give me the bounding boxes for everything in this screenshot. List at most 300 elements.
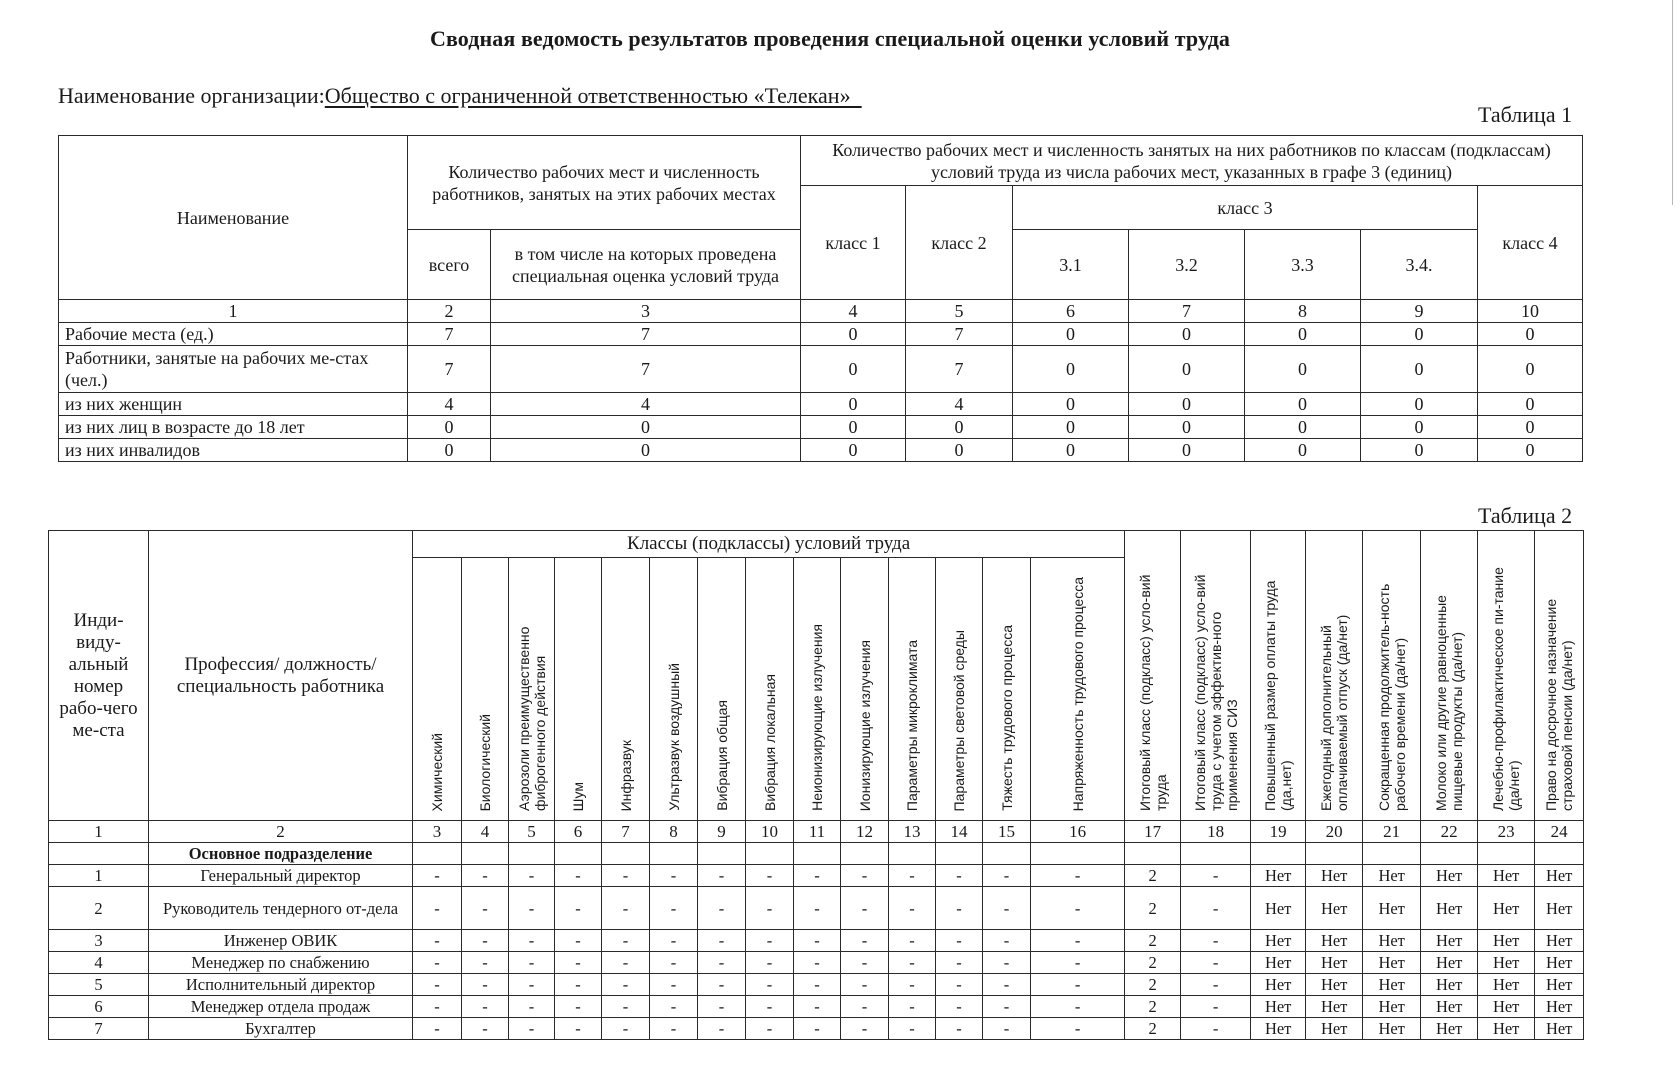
t2-factor-cell: - (650, 952, 698, 974)
t2-colnum: 2 (149, 821, 413, 843)
t2-factor-cell: - (462, 974, 509, 996)
t2-factor-cell: - (1031, 930, 1125, 952)
t2-colnum: 5 (509, 821, 555, 843)
t2-colnum: 4 (462, 821, 509, 843)
t2-factor-cell: - (509, 865, 555, 887)
t2-profession: Руководитель тендерного от-дела (149, 887, 413, 930)
t2-factor-cell: - (509, 974, 555, 996)
t2-factor-cell: - (841, 1018, 889, 1040)
t2-factor-cell: - (936, 1018, 983, 1040)
t1-cell: 0 (1478, 393, 1583, 416)
t2-guarantee-cell: Нет (1251, 887, 1306, 930)
t2-factor-cell: - (509, 1018, 555, 1040)
t2-header-classes-group: Классы (подклассы) условий труда (413, 531, 1125, 558)
t1-cell: 0 (1478, 416, 1583, 439)
t2-factor-cell: - (1031, 952, 1125, 974)
t2-colnum: 17 (1125, 821, 1181, 843)
t2-factor-cell: - (794, 887, 841, 930)
t2-profession: Исполнительный директор (149, 974, 413, 996)
t2-empty-cell (1363, 843, 1421, 865)
t2-factor-cell: - (650, 865, 698, 887)
t2-guarantee-cell: Нет (1251, 996, 1306, 1018)
t2-factor-cell: - (936, 996, 983, 1018)
t1-column-numbers-row (59, 300, 1583, 323)
t1-cell: 0 (1129, 416, 1245, 439)
t2-final-class: 2 (1125, 865, 1181, 887)
t2-colnum: 3 (413, 821, 462, 843)
t1-header-classes-group: Количество рабочих мест и численность занятых на них работников по классам (подклассам) условий труда из числа рабочих мест, указанных в графе 3 (единиц) (801, 136, 1583, 186)
t2-empty-cell (1306, 843, 1363, 865)
t2-factor-cell: - (602, 996, 650, 1018)
t2-empty-cell (698, 843, 746, 865)
t2-factor-cell: - (841, 952, 889, 974)
t2-factor-cell: - (936, 887, 983, 930)
t2-colnum: 8 (650, 821, 698, 843)
t2-empty-cell (1478, 843, 1535, 865)
t2-guarantee-cell: Нет (1421, 996, 1478, 1018)
t2-guarantee-cell: Нет (1478, 996, 1535, 1018)
t2-guarantee-cell: Нет (1421, 865, 1478, 887)
t1-cell: 0 (1013, 439, 1129, 462)
t1-cell: 0 (801, 323, 906, 346)
t2-header-factor-ultrasound: Ультразвук воздушный (650, 558, 698, 821)
t2-factor-cell: - (555, 1018, 602, 1040)
t1-cell: 0 (801, 346, 906, 393)
t2-guarantee-cell: Нет (1535, 930, 1584, 952)
t1-cell: 0 (1245, 346, 1361, 393)
t2-empty-cell (746, 843, 794, 865)
t2-factor-cell: - (698, 930, 746, 952)
t2-final-class-siz: - (1181, 865, 1251, 887)
t2-factor-cell: - (794, 1018, 841, 1040)
t2-final-class-siz: - (1181, 887, 1251, 930)
t2-colnum: 10 (746, 821, 794, 843)
t1-header-class3-4: 3.4. (1361, 230, 1478, 300)
t2-factor-cell: - (889, 1018, 936, 1040)
organization-label: Наименование организации: (58, 83, 325, 108)
t2-factor-cell: - (650, 930, 698, 952)
t2-factor-cell: - (1031, 974, 1125, 996)
t2-factor-cell: - (936, 865, 983, 887)
t2-guarantee-cell: Нет (1251, 952, 1306, 974)
t2-guarantee-cell: Нет (1421, 952, 1478, 974)
t2-profession: Менеджер по снабжению (149, 952, 413, 974)
t1-cell: 0 (408, 416, 491, 439)
t2-empty-cell (1535, 843, 1584, 865)
t2-factor-cell: - (602, 887, 650, 930)
t2-header-factor-noise: Шум (555, 558, 602, 821)
t2-colnum: 16 (1031, 821, 1125, 843)
t2-final-class-siz: - (1181, 974, 1251, 996)
t2-guarantee-cell: Нет (1421, 930, 1478, 952)
t2-guarantee-cell: Нет (1421, 974, 1478, 996)
t2-colnum: 6 (555, 821, 602, 843)
t2-factor-cell: - (1031, 887, 1125, 930)
t2-empty-cell (1125, 843, 1181, 865)
t2-factor-cell: - (413, 952, 462, 974)
t2-factor-cell: - (983, 974, 1031, 996)
t2-header-final-class: Итоговый класс (подкласс) усло-вий труда (1125, 531, 1181, 821)
t2-factor-cell: - (841, 887, 889, 930)
t1-cell: 0 (1478, 346, 1583, 393)
table-row (49, 952, 1584, 974)
t1-colnum: 5 (906, 300, 1013, 323)
t2-guarantee-cell: Нет (1535, 996, 1584, 1018)
t2-colnum: 13 (889, 821, 936, 843)
t2-colnum: 12 (841, 821, 889, 843)
t2-factor-cell: - (698, 1018, 746, 1040)
t2-workplace-number: 5 (49, 974, 149, 996)
t2-factor-cell: - (555, 887, 602, 930)
t1-cell: 0 (1361, 416, 1478, 439)
t2-factor-cell: - (698, 887, 746, 930)
t2-final-class: 2 (1125, 930, 1181, 952)
t2-factor-cell: - (650, 887, 698, 930)
t2-header-workplace-number: Инди-виду-альный номер рабо-чего ме-ста (49, 531, 149, 821)
t2-factor-cell: - (983, 952, 1031, 974)
t1-cell: 0 (1129, 346, 1245, 393)
t2-empty-cell (889, 843, 936, 865)
t1-header-class3-3: 3.3 (1245, 230, 1361, 300)
t1-colnum: 10 (1478, 300, 1583, 323)
t2-factor-cell: - (889, 952, 936, 974)
t2-guarantee-cell: Нет (1363, 865, 1421, 887)
t2-empty-cell (555, 843, 602, 865)
t2-header-final-class-siz: Итоговый класс (подкласс) усло-вий труда с учетом эффектив-ного применения СИЗ (1181, 531, 1251, 821)
t2-factor-cell: - (698, 974, 746, 996)
t2-guarantee-cell: Нет (1478, 887, 1535, 930)
t2-guarantee-cell: Нет (1478, 930, 1535, 952)
t2-final-class: 2 (1125, 952, 1181, 974)
t1-row-label: из них женщин (59, 393, 408, 416)
t2-factor-cell: - (1031, 1018, 1125, 1040)
t2-workplace-number: 4 (49, 952, 149, 974)
t2-header-additional-leave: Ежегодный дополнительный оплачиваемый отпуск (да/нет) (1306, 531, 1363, 821)
t2-factor-cell: - (602, 930, 650, 952)
t1-cell: 0 (491, 416, 801, 439)
t1-cell: 4 (491, 393, 801, 416)
t2-header-factor-general-vibration: Вибрация общая (698, 558, 746, 821)
t2-factor-cell: - (841, 930, 889, 952)
t1-colnum: 7 (1129, 300, 1245, 323)
t2-header-early-pension: Право на досрочное назначение страховой пенсии (да/нет) (1535, 531, 1584, 821)
t2-colnum: 20 (1306, 821, 1363, 843)
t2-workplace-number: 3 (49, 930, 149, 952)
t1-cell: 0 (906, 439, 1013, 462)
t2-factor-cell: - (698, 865, 746, 887)
t2-header-therapeutic-food: Лечебно-профилактическое пи-тание (да/нет) (1478, 531, 1535, 821)
t2-guarantee-cell: Нет (1478, 865, 1535, 887)
t1-header-class1: класс 1 (801, 186, 906, 300)
t1-header-name: Наименование (59, 136, 408, 300)
t2-factor-cell: - (509, 996, 555, 1018)
t2-factor-cell: - (555, 865, 602, 887)
t1-cell: 0 (1129, 439, 1245, 462)
t2-empty-cell (983, 843, 1031, 865)
t2-header-factor-lighting: Параметры световой среды (936, 558, 983, 821)
t2-factor-cell: - (650, 996, 698, 1018)
t2-factor-cell: - (936, 974, 983, 996)
t2-colnum: 1 (49, 821, 149, 843)
t2-factor-cell: - (936, 952, 983, 974)
t1-cell: 0 (491, 439, 801, 462)
table2-caption: Таблица 2 (1478, 503, 1573, 528)
t2-factor-cell: - (1031, 865, 1125, 887)
t2-colnum: 9 (698, 821, 746, 843)
t2-factor-cell: - (602, 974, 650, 996)
t2-header-factor-biological: Биологический (462, 558, 509, 821)
t2-factor-cell: - (746, 865, 794, 887)
table-row (49, 996, 1584, 1018)
t2-profession: Инженер ОВИК (149, 930, 413, 952)
t1-cell: 4 (408, 393, 491, 416)
t1-row-label: из них лиц в возрасте до 18 лет (59, 416, 408, 439)
t2-factor-cell: - (509, 930, 555, 952)
t2-guarantee-cell: Нет (1306, 1018, 1363, 1040)
t2-factor-cell: - (746, 887, 794, 930)
t2-factor-cell: - (413, 887, 462, 930)
t2-guarantee-cell: Нет (1535, 952, 1584, 974)
t2-header-factor-non-ionizing: Неионизирующие излучения (794, 558, 841, 821)
t1-cell: 0 (1245, 439, 1361, 462)
t1-header-class3: класс 3 (1013, 186, 1478, 230)
t2-guarantee-cell: Нет (1363, 930, 1421, 952)
t2-final-class: 2 (1125, 974, 1181, 996)
t2-guarantee-cell: Нет (1535, 887, 1584, 930)
t2-factor-cell: - (936, 930, 983, 952)
t1-cell: 0 (1013, 393, 1129, 416)
t2-empty-cell (602, 843, 650, 865)
t2-factor-cell: - (983, 865, 1031, 887)
t1-cell: 0 (801, 439, 906, 462)
t2-final-class-siz: - (1181, 996, 1251, 1018)
t1-row-label: из них инвалидов (59, 439, 408, 462)
t2-empty-cell (1031, 843, 1125, 865)
t2-factor-cell: - (462, 952, 509, 974)
t2-header-factor-aerosols: Аэрозоли преимущественно фиброгенного действия (509, 558, 555, 821)
t2-empty-cell (936, 843, 983, 865)
t2-guarantee-cell: Нет (1363, 887, 1421, 930)
t2-header-factor-microclimate: Параметры микроклимата (889, 558, 936, 821)
t2-empty-cell (1421, 843, 1478, 865)
t1-cell: 0 (1361, 323, 1478, 346)
document-title: Сводная ведомость результатов проведения специальной оценки условий труда (429, 26, 1231, 51)
t2-colnum: 21 (1363, 821, 1421, 843)
table-row (59, 416, 1583, 439)
t1-cell: 0 (1361, 393, 1478, 416)
t2-factor-cell: - (602, 865, 650, 887)
t2-final-class: 2 (1125, 887, 1181, 930)
t2-header-factor-severity: Тяжесть трудового процесса (983, 558, 1031, 821)
t1-cell: 0 (1013, 346, 1129, 393)
t2-header-milk: Молоко или другие равноценные пищевые продукты (да/нет) (1421, 531, 1478, 821)
t2-final-class-siz: - (1181, 930, 1251, 952)
t2-factor-cell: - (509, 887, 555, 930)
t2-factor-cell: - (555, 996, 602, 1018)
t2-section-title: Основное подразделение (149, 843, 413, 865)
t2-factor-cell: - (413, 865, 462, 887)
t2-colnum: 18 (1181, 821, 1251, 843)
t1-header-class2: класс 2 (906, 186, 1013, 300)
t2-profession: Менеджер отдела продаж (149, 996, 413, 1018)
t1-row-label: Рабочие места (ед.) (59, 323, 408, 346)
t1-cell: 0 (1245, 416, 1361, 439)
t2-workplace-number: 2 (49, 887, 149, 930)
t1-cell: 0 (801, 416, 906, 439)
t1-cell: 0 (1129, 393, 1245, 416)
t2-empty-cell (650, 843, 698, 865)
t1-cell: 7 (408, 346, 491, 393)
t2-guarantee-cell: Нет (1306, 930, 1363, 952)
t2-empty-cell (413, 843, 462, 865)
table-row (59, 393, 1583, 416)
t2-guarantee-cell: Нет (1306, 974, 1363, 996)
t2-factor-cell: - (794, 974, 841, 996)
t1-cell: 0 (801, 393, 906, 416)
t2-guarantee-cell: Нет (1421, 1018, 1478, 1040)
t2-header-factor-local-vibration: Вибрация локальная (746, 558, 794, 821)
t2-factor-cell: - (889, 887, 936, 930)
t2-factor-cell: - (746, 1018, 794, 1040)
t2-factor-cell: - (555, 930, 602, 952)
t1-cell: 0 (1245, 323, 1361, 346)
t1-cell: 0 (1245, 393, 1361, 416)
table-row (49, 887, 1584, 930)
t2-factor-cell: - (602, 1018, 650, 1040)
t2-colnum: 23 (1478, 821, 1535, 843)
t2-factor-cell: - (413, 996, 462, 1018)
t2-guarantee-cell: Нет (1478, 952, 1535, 974)
t2-empty-cell (794, 843, 841, 865)
t2-header-factor-ionizing: Ионизирующие излучения (841, 558, 889, 821)
table-row (49, 930, 1584, 952)
t2-guarantee-cell: Нет (1306, 865, 1363, 887)
t2-factor-cell: - (462, 1018, 509, 1040)
table-row (59, 323, 1583, 346)
t2-profession: Бухгалтер (149, 1018, 413, 1040)
t1-header-class4: класс 4 (1478, 186, 1583, 300)
table1-caption: Таблица 1 (1478, 102, 1573, 127)
t2-colnum: 14 (936, 821, 983, 843)
t2-empty-cell (462, 843, 509, 865)
t2-empty-cell (49, 843, 149, 865)
table-row (59, 346, 1583, 393)
t1-cell: 0 (1361, 439, 1478, 462)
t1-colnum: 3 (491, 300, 801, 323)
t2-empty-cell (509, 843, 555, 865)
t2-factor-cell: - (462, 887, 509, 930)
table-row (59, 439, 1583, 462)
t2-colnum: 15 (983, 821, 1031, 843)
t2-factor-cell: - (1031, 996, 1125, 1018)
t2-factor-cell: - (794, 930, 841, 952)
t2-factor-cell: - (889, 996, 936, 1018)
t2-guarantee-cell: Нет (1478, 1018, 1535, 1040)
t2-factor-cell: - (746, 952, 794, 974)
t2-empty-cell (1251, 843, 1306, 865)
t2-guarantee-cell: Нет (1363, 996, 1421, 1018)
t2-colnum: 22 (1421, 821, 1478, 843)
t2-factor-cell: - (555, 974, 602, 996)
t1-cell: 0 (1478, 323, 1583, 346)
t2-guarantee-cell: Нет (1363, 1018, 1421, 1040)
t2-guarantee-cell: Нет (1535, 974, 1584, 996)
t1-cell: 7 (906, 323, 1013, 346)
t2-final-class: 2 (1125, 996, 1181, 1018)
t2-guarantee-cell: Нет (1478, 974, 1535, 996)
t2-factor-cell: - (889, 974, 936, 996)
t1-header-class3-1: 3.1 (1013, 230, 1129, 300)
t2-factor-cell: - (794, 865, 841, 887)
t1-colnum: 4 (801, 300, 906, 323)
t2-final-class-siz: - (1181, 952, 1251, 974)
t2-factor-cell: - (698, 952, 746, 974)
t1-header-class3-2: 3.2 (1129, 230, 1245, 300)
t2-factor-cell: - (746, 996, 794, 1018)
t2-profession: Генеральный директор (149, 865, 413, 887)
t2-factor-cell: - (462, 996, 509, 1018)
t1-cell: 7 (906, 346, 1013, 393)
t2-factor-cell: - (983, 1018, 1031, 1040)
t1-cell: 0 (906, 416, 1013, 439)
t2-workplace-number: 6 (49, 996, 149, 1018)
t1-cell: 0 (1129, 323, 1245, 346)
t2-factor-cell: - (841, 996, 889, 1018)
t2-factor-cell: - (602, 952, 650, 974)
t1-header-total: всего (408, 230, 491, 300)
t1-cell: 7 (491, 323, 801, 346)
t2-factor-cell: - (462, 930, 509, 952)
t2-header-profession: Профессия/ должность/ специальность работника (149, 531, 413, 821)
t2-workplace-number: 1 (49, 865, 149, 887)
t2-colnum: 11 (794, 821, 841, 843)
t2-factor-cell: - (509, 952, 555, 974)
t2-column-numbers-row (49, 821, 1584, 843)
t2-guarantee-cell: Нет (1535, 865, 1584, 887)
t2-factor-cell: - (462, 865, 509, 887)
t2-final-class-siz: - (1181, 1018, 1251, 1040)
t1-colnum: 8 (1245, 300, 1361, 323)
summary-table-2 (48, 530, 1584, 1040)
t2-header-factor-intensity: Напряженность трудового процесса (1031, 558, 1125, 821)
t2-guarantee-cell: Нет (1251, 974, 1306, 996)
t1-cell: 0 (1361, 346, 1478, 393)
t2-factor-cell: - (413, 974, 462, 996)
t2-guarantee-cell: Нет (1421, 887, 1478, 930)
t2-workplace-number: 7 (49, 1018, 149, 1040)
t2-factor-cell: - (841, 974, 889, 996)
t2-factor-cell: - (794, 952, 841, 974)
t2-header-factor-infrasound: Инфразвук (602, 558, 650, 821)
t2-colnum: 24 (1535, 821, 1584, 843)
t2-factor-cell: - (983, 930, 1031, 952)
organization-name: Общество с ограниченной ответственностью «Телекан» (324, 83, 851, 108)
summary-table-1 (58, 135, 1583, 462)
t2-guarantee-cell: Нет (1306, 996, 1363, 1018)
t1-colnum: 9 (1361, 300, 1478, 323)
t2-factor-cell: - (841, 865, 889, 887)
t2-factor-cell: - (698, 996, 746, 1018)
t2-guarantee-cell: Нет (1251, 865, 1306, 887)
t2-factor-cell: - (746, 974, 794, 996)
t2-header-increased-pay: Повышенный размер оплаты труда (да,нет) (1251, 531, 1306, 821)
t2-header-factor-chemical: Химический (413, 558, 462, 821)
t2-colnum: 7 (602, 821, 650, 843)
table-row (49, 1018, 1584, 1040)
page-edge-line (1672, 0, 1673, 205)
t2-factor-cell: - (983, 996, 1031, 1018)
t2-factor-cell: - (983, 887, 1031, 930)
